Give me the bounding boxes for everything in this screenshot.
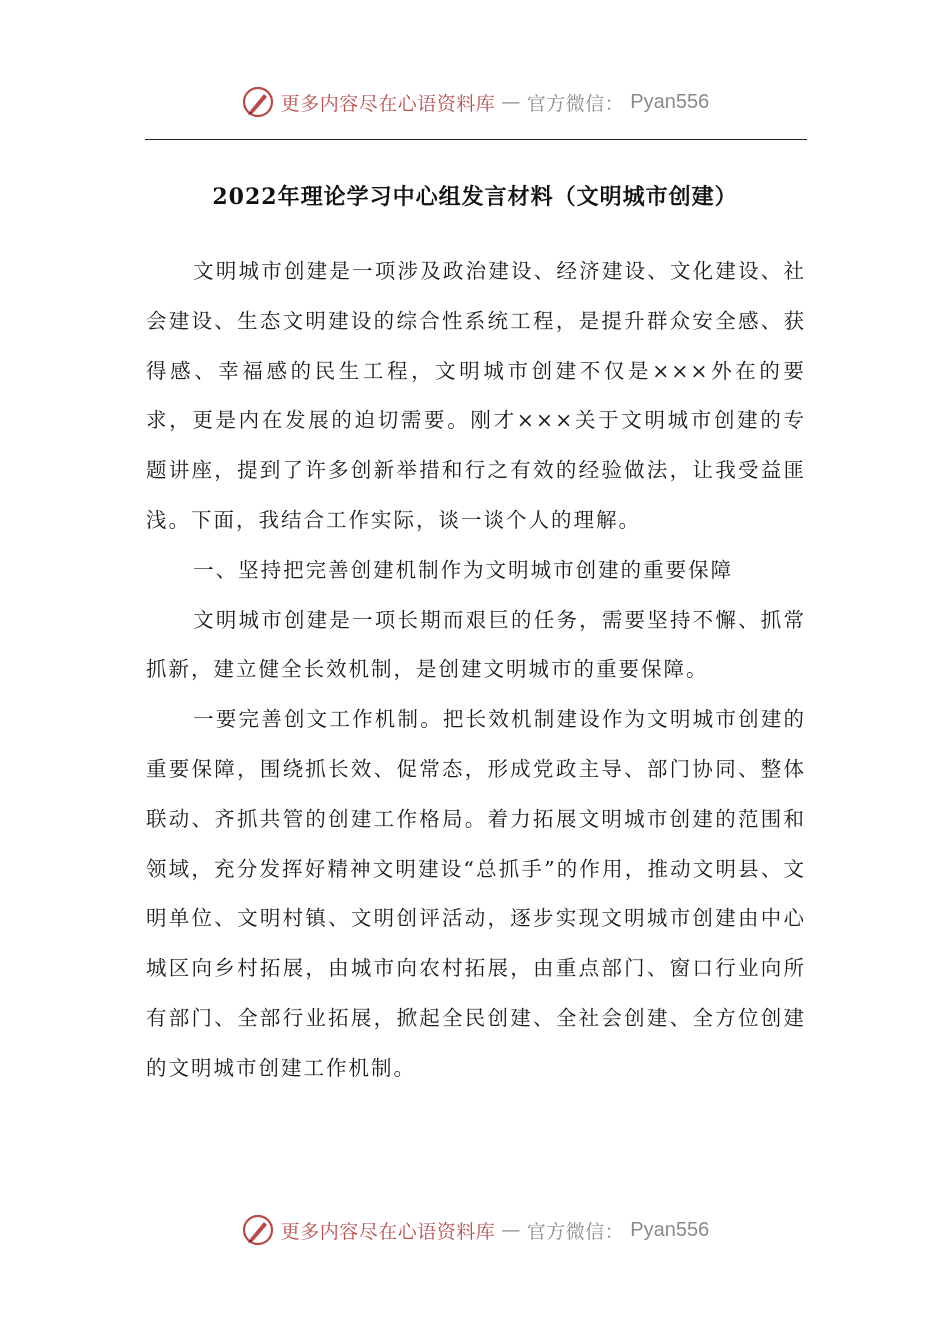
watermark-main-text: 更多内容尽在心语资料库 bbox=[280, 1220, 496, 1243]
paragraph-section-1-intro: 文明城市创建是一项长期而艰巨的任务，需要坚持不懈、抓常抓新，建立健全长效机制，是创建文明城市的重要保障。 bbox=[146, 607, 806, 682]
watermark-dash: — bbox=[501, 91, 521, 113]
section-heading-1: 一、坚持把完善创建机制作为文明城市创建的重要保障 bbox=[193, 557, 734, 582]
watermark-main-text: 更多内容尽在心语资料库 bbox=[280, 92, 496, 115]
watermark-official-text: 官方微信： bbox=[526, 92, 625, 115]
paragraph-section-1-point-1: 一要完善创文工作机制。把长效机制建设作为文明城市创建的重要保障，围绕抓长效、促常态，形成党政主导、部门协同、整体联动、齐抓共管的创建工作格局。着力拓展文明城市创建的范围和领域，充分发挥好精神文明建设“总抓手”的作用，推动文明县、文明单位、文明村镇、文明创评活动，逐步实现文明城市创建由中心城区向乡村拓展，由城市向农村拓展，由重点部门、窗口行业向所有部门、全部行业拓展，掀起全民创建、全社会创建、全方位创建的文明城市创建工作机制。 bbox=[146, 707, 806, 1080]
watermark-official-text: 官方微信： bbox=[526, 1220, 625, 1243]
watermark-dash: — bbox=[501, 1219, 521, 1241]
document-body bbox=[146, 247, 806, 1094]
watermark-wechat-id: Pyan556 bbox=[630, 1218, 710, 1241]
watermark-wechat-id: Pyan556 bbox=[630, 90, 710, 113]
footer-watermark bbox=[0, 1210, 950, 1250]
paragraph-intro: 文明城市创建是一项涉及政治建设、经济建设、文化建设、社会建设、生态文明建设的综合性系统工程，是提升群众安全感、获得感、幸福感的民生工程，文明城市创建不仅是×××外在的要求，更是内在发展的迫切需要。刚才×××关于文明城市创建的专题讲座，提到了许多创新举措和行之有效的经验做法，让我受益匪浅。下面，我结合工作实际，谈一谈个人的理解。 bbox=[146, 259, 806, 532]
document-title: 2022年理论学习中心组发言材料（文明城市创建） bbox=[212, 184, 738, 210]
header-divider bbox=[145, 139, 807, 140]
header-watermark bbox=[0, 82, 950, 122]
pen-logo-icon bbox=[241, 85, 275, 119]
pen-logo-icon bbox=[241, 1213, 275, 1247]
